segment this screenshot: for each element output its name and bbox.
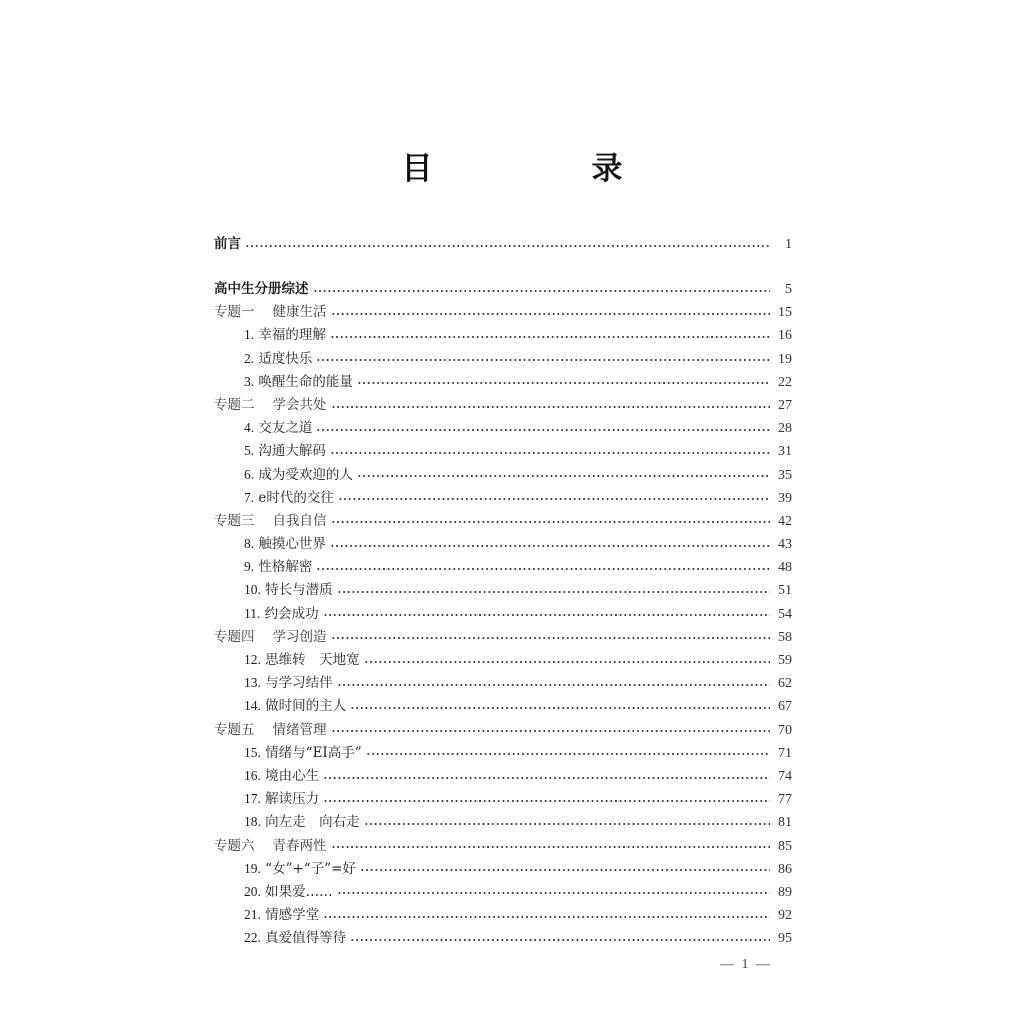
dot-leader [323,913,770,921]
toc-entry-lesson[interactable] [214,578,792,601]
topic-name: 情绪管理 [272,721,327,738]
dot-leader [337,588,770,596]
entry-page: 70 [778,722,792,738]
lesson-label [214,764,323,784]
toc-entry-preface[interactable] [214,232,792,255]
lesson-label [214,602,323,622]
entry-label: 前言 [214,236,241,252]
entry-page: 39 [778,490,792,506]
toc-entry-topic[interactable] [214,718,792,741]
lesson-label [214,532,330,552]
dot-leader [357,379,770,387]
lesson-label [214,671,337,691]
entry-page: 86 [778,861,792,877]
dot-leader [366,750,770,758]
lesson-title: 性格解密 [258,559,313,576]
entry-page: 62 [778,676,792,692]
toc-entry-lesson[interactable] [214,903,792,926]
topic-name: 学会共处 [272,396,327,413]
lesson-label [214,578,337,598]
entry-page: 48 [778,560,792,576]
entry-page: 74 [778,768,792,784]
entry-page: 92 [778,908,792,924]
toc-entry-lesson[interactable] [214,671,792,694]
entry-page: 1 [785,237,792,252]
dot-leader [350,936,770,944]
dot-leader [331,634,771,642]
entry-page: 5 [785,282,792,297]
toc-entry-lesson[interactable] [214,347,792,370]
lesson-title: 情绪与“EI高手” [265,744,362,761]
topic-name: 学习创造 [272,628,327,645]
dot-leader [338,495,770,503]
lesson-title: 情感学堂 [265,907,320,924]
lesson-number: 5. [244,443,255,459]
topic-label [214,300,331,320]
lesson-title: 做时间的主人 [265,698,347,715]
lesson-number: 20. [244,883,261,899]
lesson-title: e时代的交往 [258,489,334,506]
lesson-number: 7. [244,489,255,505]
toc-entry-lesson[interactable] [214,880,792,903]
toc-entry-lesson[interactable] [214,486,792,509]
toc-entry-topic[interactable] [214,300,792,323]
toc-entry-lesson[interactable] [214,555,792,578]
lesson-number: 21. [244,907,261,923]
entry-page: 59 [778,653,792,668]
toc-entry-topic[interactable] [214,393,792,416]
lesson-number: 6. [244,466,255,482]
entry-page: 15 [778,305,792,321]
toc-entry-lesson[interactable] [214,323,792,346]
lesson-number: 10. [244,582,261,598]
lesson-number: 18. [244,814,261,830]
entry-page: 71 [778,745,792,761]
entry-page: 16 [778,328,792,344]
lesson-label [214,903,323,923]
entry-page: 77 [778,792,792,808]
dot-leader [364,658,770,666]
toc-entry-lesson[interactable] [214,857,792,880]
entry-page: 58 [778,629,792,645]
page-number-footer: — 1 — [720,957,772,972]
topic-label [214,625,331,645]
lesson-title: 交友之道 [258,420,313,437]
topic-name: 青春两性 [272,837,327,854]
dot-leader [330,542,770,550]
lesson-label [214,555,316,575]
lesson-number: 12. [244,652,261,667]
lesson-label [214,347,316,367]
entry-page: 27 [778,397,792,413]
lesson-label [214,787,323,807]
dot-leader [331,403,771,411]
entry-page: 89 [778,884,792,900]
toc-entry-topic[interactable] [214,625,792,648]
dot-leader [316,426,770,434]
page-title: 目 录 [401,151,687,187]
dot-leader [331,727,771,735]
dot-leader [331,518,771,526]
lesson-label [214,370,357,390]
toc-entry-lesson[interactable] [214,602,792,625]
dot-leader [350,704,770,712]
toc-entry-overview[interactable] [214,277,792,300]
lesson-number: 3. [244,373,255,389]
dot-leader [316,356,770,364]
lesson-label [214,694,350,714]
lesson-title: 解读压力 [265,791,320,808]
lesson-label [214,648,364,668]
lesson-label [214,926,350,946]
topic-prefix: 专题一 [214,304,255,321]
dot-leader [323,797,770,805]
topic-label [214,834,331,854]
dot-leader [323,611,770,619]
entry-page: 31 [778,444,792,460]
dot-leader [330,449,770,457]
dot-leader [323,774,770,782]
dot-leader [330,333,770,341]
toc-front-preface [214,232,792,255]
dot-leader [316,565,770,573]
lesson-title: 幸福的理解 [258,327,326,344]
lesson-number: 8. [244,536,255,552]
lesson-title: 约会成功 [264,605,319,622]
entry-label: 高中生分册综述 [214,281,309,297]
lesson-label [214,439,330,459]
toc-entry-lesson[interactable] [214,741,792,764]
lesson-number: 11. [244,605,261,621]
lesson-title: 向左走 向右走 [265,814,360,831]
topic-prefix: 专题五 [214,721,255,738]
dot-leader [245,242,770,250]
toc-entry-lesson[interactable] [214,416,792,439]
lesson-number: 14. [244,698,261,714]
toc-entry-lesson[interactable] [214,532,792,555]
lesson-title: 触摸心世界 [258,536,326,553]
toc-entry-topic[interactable] [214,509,792,532]
lesson-title: 特长与潜质 [265,582,333,599]
topic-label [214,718,331,738]
topic-label [214,509,331,529]
entry-page: 43 [778,537,792,553]
lesson-title: 成为受欢迎的人 [258,466,353,483]
lesson-title: 境由心生 [265,767,320,784]
lesson-title: 真爱值得等待 [265,930,347,947]
entry-page: 85 [778,838,792,854]
entry-page: 42 [778,513,792,529]
lesson-number: 15. [244,744,261,760]
lesson-number: 16. [244,767,261,783]
entry-page: 28 [778,421,792,437]
topic-name: 健康生活 [272,304,327,321]
entry-page: 67 [778,699,792,715]
lesson-title: 思维转 天地宽 [265,652,360,668]
toc-entry-topic[interactable] [214,834,792,857]
lesson-number: 1. [244,327,255,343]
lesson-number: 13. [244,675,261,691]
topic-label [214,393,331,413]
topic-prefix: 专题二 [214,396,255,413]
topic-name: 自我自信 [272,512,327,529]
lesson-number: 17. [244,791,261,807]
dot-leader [313,287,771,295]
entry-page: 81 [778,815,792,831]
lesson-label [214,741,366,761]
entry-page: 95 [778,931,792,947]
lesson-title: 如果爱…… [265,883,333,900]
entry-page: 51 [778,583,792,599]
toc-entry-lesson[interactable] [214,787,792,810]
lesson-label [214,323,330,343]
lesson-number: 2. [244,350,255,366]
toc-entry-lesson[interactable] [214,370,792,393]
dot-leader [331,843,771,851]
dot-leader [364,820,770,828]
toc-entry-lesson[interactable] [214,810,792,833]
lesson-label [214,463,357,483]
toc-entry-lesson[interactable] [214,926,792,949]
toc-entry-lesson[interactable] [214,439,792,462]
toc-entry-lesson[interactable] [214,764,792,787]
lesson-title: 适度快乐 [258,350,313,367]
toc-entry-lesson[interactable] [214,463,792,486]
toc-main-list [214,277,792,949]
lesson-label [214,416,316,436]
entry-page: 54 [778,606,792,622]
entry-page: 19 [778,351,792,367]
dot-leader [357,472,770,480]
toc-entry-lesson[interactable] [214,694,792,717]
topic-prefix: 专题四 [214,628,255,645]
toc-entry-lesson[interactable] [214,648,792,671]
lesson-number: 22. [244,930,261,946]
entry-page: 22 [778,374,792,390]
lesson-title: 唤醒生命的能量 [258,373,353,390]
topic-prefix: 专题六 [214,837,255,854]
lesson-label [214,810,364,830]
dot-leader [360,866,770,874]
lesson-title: 与学习结伴 [265,675,333,692]
lesson-number: 4. [244,420,255,436]
lesson-number: 19. [244,860,261,876]
lesson-title: 沟通大解码 [258,443,326,460]
lesson-label [214,857,360,877]
entry-page: 35 [778,467,792,483]
lesson-label [214,486,338,506]
dot-leader [337,889,770,897]
lesson-label [214,880,337,900]
lesson-title: “女”+“子”=好 [265,860,356,877]
dot-leader [337,681,770,689]
topic-prefix: 专题三 [214,512,255,529]
dot-leader [331,310,771,318]
lesson-number: 9. [244,559,255,575]
